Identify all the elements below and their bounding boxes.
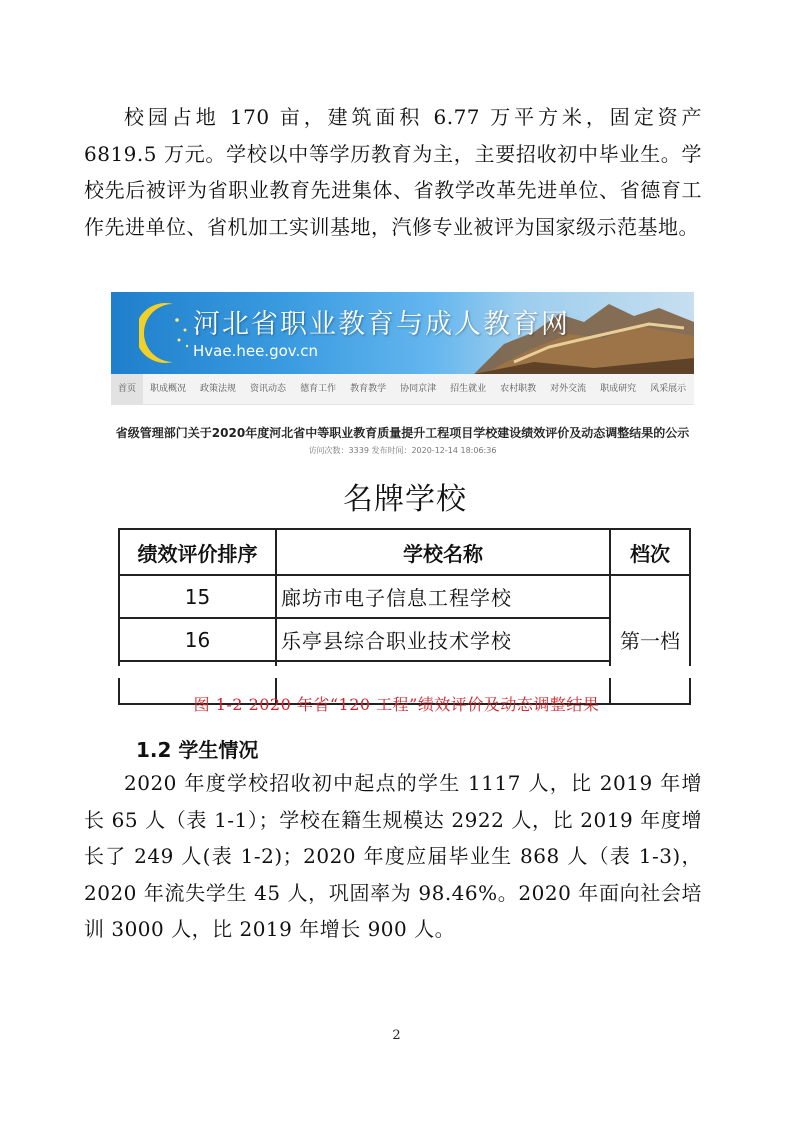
site-nav-bar	[111, 374, 694, 405]
rank-cell: 16	[119, 618, 276, 661]
nav-item-exchange[interactable]: 对外交流	[550, 384, 587, 394]
intro-paragraph: 校园占地 170 亩，建筑面积 6.77 万平方米，固定资产 6819.5 万元。学校以中等学历教育为主，主要招收初中毕业生。学校先后被评为省职业教育先进集体、省教学改革先进单位、省德育工作先进单位、省机加工实训基地，汽修专业被评为国家级示范基地。	[84, 105, 702, 239]
tier-cell: 第一档	[610, 575, 690, 704]
table-heading: 名牌学校	[343, 482, 467, 517]
rank-cell: 15	[119, 575, 276, 618]
column-header-school: 学校名称	[276, 529, 610, 575]
table-crop-mask	[110, 666, 700, 678]
site-banner	[111, 292, 694, 374]
website-screenshot	[111, 292, 694, 462]
nav-item-enrollment[interactable]: 招生就业	[450, 384, 487, 394]
crescent-moon-logo-icon	[139, 300, 199, 366]
school-name-cell: 廊坊市电子信息工程学校	[276, 575, 610, 618]
column-header-tier: 档次	[610, 529, 690, 575]
site-title: 河北省职业教育与成人教育网	[193, 309, 570, 340]
section-heading: 1.2 学生情况	[136, 738, 259, 762]
notice-title: 省级管理部门关于2020年度河北省中等职业教育质量提升工程项目学校建设绩效评价及动态调整结果的公示	[115, 426, 690, 440]
school-name-cell: 乐亭县综合职业技术学校	[276, 618, 610, 661]
nav-item-research[interactable]: 职成研究	[600, 384, 637, 394]
table-row	[119, 618, 690, 661]
school-ranking-table	[118, 528, 691, 705]
page-number: 2	[392, 1028, 401, 1043]
notice-meta: 访问次数：3339 发布时间：2020-12-14 18:06:36	[308, 446, 497, 455]
table-header-row	[119, 529, 690, 575]
nav-item-overview[interactable]: 职成概况	[150, 384, 187, 394]
nav-item-home[interactable]: 首页	[111, 374, 143, 404]
column-header-rank: 绩效评价排序	[119, 529, 276, 575]
table-row	[119, 575, 690, 618]
nav-item-beijing-tianjin[interactable]: 协同京津	[400, 384, 437, 394]
nav-item-policy[interactable]: 政策法规	[200, 384, 237, 394]
site-url: Hvae.hee.gov.cn	[193, 342, 319, 360]
nav-item-rural[interactable]: 农村职教	[500, 384, 537, 394]
students-paragraph: 2020 年度学校招收初中起点的学生 1117 人，比 2019 年增长 65 人（表 1-1）；学校在籍生规模达 2922 人，比 2019 年度增长了 249 人(表 1-2)；2020 年度应届毕业生 868 人（表 1-3)，2020 年流失学生 45 人，巩固率为 98.46%。2020 年面向社会培训 3000 人，比 2019 年增长 900 人。	[84, 771, 702, 941]
nav-item-moral-education[interactable]: 德育工作	[300, 384, 337, 394]
nav-item-teaching[interactable]: 教育教学	[350, 384, 387, 394]
figure-caption: 图 1-2 2020 年省“120 工程”绩效评价及动态调整结果	[193, 695, 600, 714]
nav-item-showcase[interactable]: 风采展示	[650, 384, 687, 394]
nav-item-news[interactable]: 资讯动态	[250, 384, 287, 394]
